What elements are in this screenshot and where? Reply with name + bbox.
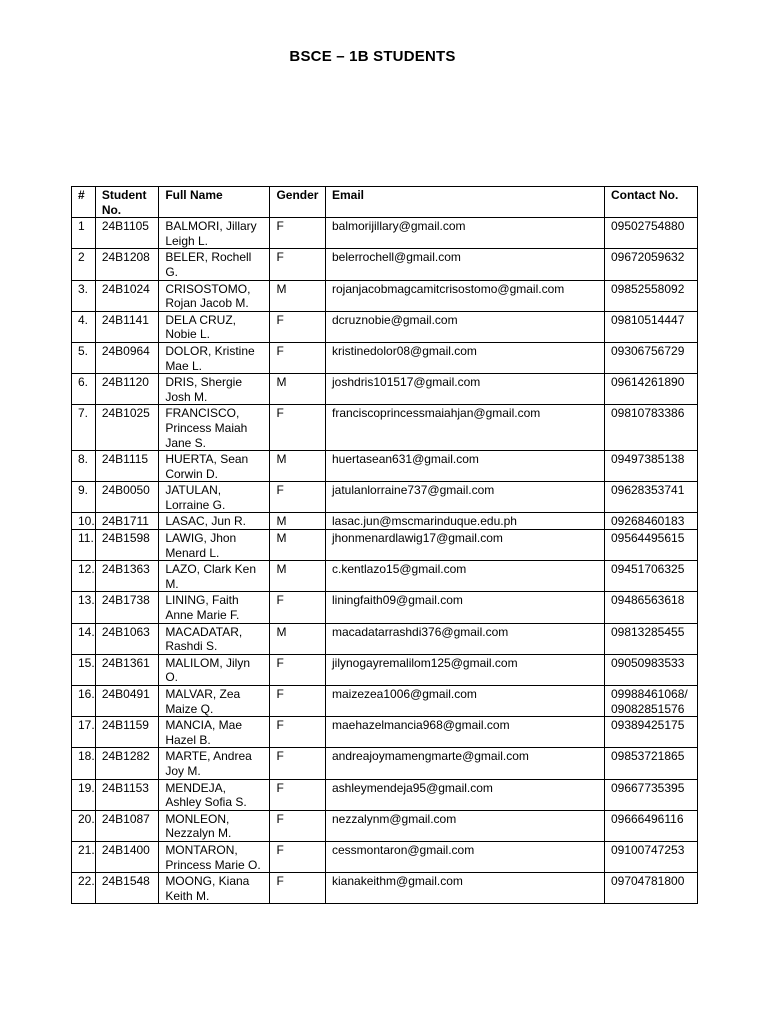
table-row: [72, 873, 698, 904]
table-row: [72, 482, 698, 513]
full-name-cell: BALMORI, Jillary Leigh L.: [159, 218, 270, 249]
table-row: [72, 513, 698, 530]
contact-no-cell: 09100747253: [604, 841, 697, 872]
email-cell: franciscoprincessmaiahjan@gmail.com: [326, 405, 605, 451]
full-name-cell: JATULAN, Lorraine G.: [159, 482, 270, 513]
student-no-cell: 24B1400: [95, 841, 159, 872]
row-number-cell: 9.: [72, 482, 96, 513]
table-row: [72, 451, 698, 482]
gender-cell: M: [270, 623, 326, 654]
contact-no-cell: 09672059632: [604, 249, 697, 280]
row-number-cell: 6.: [72, 374, 96, 405]
full-name-cell: MONLEON, Nezzalyn M.: [159, 810, 270, 841]
contact-no-cell: 09451706325: [604, 561, 697, 592]
header-full-name: Full Name: [159, 187, 270, 218]
email-cell: balmorijillary@gmail.com: [326, 218, 605, 249]
row-number-cell: 14.: [72, 623, 96, 654]
table-row: [72, 686, 698, 717]
gender-cell: M: [270, 374, 326, 405]
email-cell: liningfaith09@gmail.com: [326, 592, 605, 623]
contact-no-cell: 09813285455: [604, 623, 697, 654]
table-row: [72, 249, 698, 280]
table-row: [72, 748, 698, 779]
table-row: [72, 592, 698, 623]
student-no-cell: 24B1115: [95, 451, 159, 482]
student-no-cell: 24B1087: [95, 810, 159, 841]
page-title: BSCE – 1B STUDENTS: [289, 48, 456, 65]
header-number: #: [72, 187, 96, 218]
full-name-cell: CRISOSTOMO, Rojan Jacob M.: [159, 280, 270, 311]
table-row: [72, 623, 698, 654]
email-cell: c.kentlazo15@gmail.com: [326, 561, 605, 592]
student-no-cell: 24B1159: [95, 717, 159, 748]
contact-no-cell: 09852558092: [604, 280, 697, 311]
contact-no-cell: 09704781800: [604, 873, 697, 904]
contact-no-cell: 09268460183: [604, 513, 697, 530]
row-number-cell: 12.: [72, 561, 96, 592]
gender-cell: F: [270, 779, 326, 810]
header-contact-no: Contact No.: [604, 187, 697, 218]
full-name-cell: DRIS, Shergie Josh M.: [159, 374, 270, 405]
full-name-cell: MALILOM, Jilyn O.: [159, 654, 270, 685]
table-row: [72, 654, 698, 685]
student-no-cell: 24B1120: [95, 374, 159, 405]
email-cell: maehazelmancia968@gmail.com: [326, 717, 605, 748]
table-row: [72, 218, 698, 249]
student-no-cell: 24B1282: [95, 748, 159, 779]
student-no-cell: 24B1363: [95, 561, 159, 592]
row-number-cell: 15.: [72, 654, 96, 685]
full-name-cell: LASAC, Jun R.: [159, 513, 270, 530]
full-name-cell: LINING, Faith Anne Marie F.: [159, 592, 270, 623]
row-number-cell: 16.: [72, 686, 96, 717]
student-no-cell: 24B1548: [95, 873, 159, 904]
row-number-cell: 4.: [72, 311, 96, 342]
email-cell: kianakeithm@gmail.com: [326, 873, 605, 904]
contact-no-cell: 09050983533: [604, 654, 697, 685]
contact-no-cell: 09614261890: [604, 374, 697, 405]
gender-cell: F: [270, 592, 326, 623]
gender-cell: M: [270, 280, 326, 311]
gender-cell: F: [270, 686, 326, 717]
row-number-cell: 19.: [72, 779, 96, 810]
email-cell: dcruznobie@gmail.com: [326, 311, 605, 342]
student-table: [71, 186, 698, 904]
full-name-cell: BELER, Rochell G.: [159, 249, 270, 280]
full-name-cell: MENDEJA, Ashley Sofia S.: [159, 779, 270, 810]
gender-cell: F: [270, 342, 326, 373]
table-row: [72, 280, 698, 311]
student-no-cell: 24B1105: [95, 218, 159, 249]
gender-cell: F: [270, 841, 326, 872]
student-no-cell: 24B1024: [95, 280, 159, 311]
email-cell: joshdris101517@gmail.com: [326, 374, 605, 405]
table-row: [72, 810, 698, 841]
table-header-row: [72, 187, 698, 218]
gender-cell: F: [270, 311, 326, 342]
full-name-cell: LAWIG, Jhon Menard L.: [159, 530, 270, 561]
student-no-cell: 24B1153: [95, 779, 159, 810]
gender-cell: F: [270, 482, 326, 513]
gender-cell: M: [270, 451, 326, 482]
student-no-cell: 24B1063: [95, 623, 159, 654]
full-name-cell: MANCIA, Mae Hazel B.: [159, 717, 270, 748]
row-number-cell: 18.: [72, 748, 96, 779]
email-cell: huertasean631@gmail.com: [326, 451, 605, 482]
contact-no-cell: 09486563618: [604, 592, 697, 623]
header-gender: Gender: [270, 187, 326, 218]
contact-no-cell: 09666496116: [604, 810, 697, 841]
email-cell: jilynogayremalilom125@gmail.com: [326, 654, 605, 685]
table-row: [72, 311, 698, 342]
full-name-cell: MONTARON, Princess Marie O.: [159, 841, 270, 872]
student-no-cell: 24B0050: [95, 482, 159, 513]
contact-no-cell: 09667735395: [604, 779, 697, 810]
row-number-cell: 3.: [72, 280, 96, 311]
table-row: [72, 841, 698, 872]
table-row: [72, 561, 698, 592]
student-no-cell: 24B0491: [95, 686, 159, 717]
gender-cell: M: [270, 561, 326, 592]
email-cell: andreajoymamengmarte@gmail.com: [326, 748, 605, 779]
full-name-cell: MACADATAR, Rashdi S.: [159, 623, 270, 654]
email-cell: jhonmenardlawig17@gmail.com: [326, 530, 605, 561]
contact-no-cell: 09497385138: [604, 451, 697, 482]
full-name-cell: DOLOR, Kristine Mae L.: [159, 342, 270, 373]
row-number-cell: 2: [72, 249, 96, 280]
email-cell: rojanjacobmagcamitcrisostomo@gmail.com: [326, 280, 605, 311]
email-cell: jatulanlorraine737@gmail.com: [326, 482, 605, 513]
gender-cell: F: [270, 405, 326, 451]
email-cell: maizezea1006@gmail.com: [326, 686, 605, 717]
gender-cell: F: [270, 218, 326, 249]
contact-no-cell: 09502754880: [604, 218, 697, 249]
table-row: [72, 530, 698, 561]
gender-cell: F: [270, 249, 326, 280]
table-body: [72, 218, 698, 904]
row-number-cell: 13.: [72, 592, 96, 623]
full-name-cell: MARTE, Andrea Joy M.: [159, 748, 270, 779]
student-no-cell: 24B1141: [95, 311, 159, 342]
student-no-cell: 24B1361: [95, 654, 159, 685]
contact-no-cell: 09810783386: [604, 405, 697, 451]
row-number-cell: 1: [72, 218, 96, 249]
table-row: [72, 779, 698, 810]
student-no-cell: 24B1025: [95, 405, 159, 451]
row-number-cell: 20.: [72, 810, 96, 841]
gender-cell: F: [270, 654, 326, 685]
row-number-cell: 22.: [72, 873, 96, 904]
email-cell: belerrochell@gmail.com: [326, 249, 605, 280]
email-cell: cessmontaron@gmail.com: [326, 841, 605, 872]
gender-cell: M: [270, 513, 326, 530]
row-number-cell: 17.: [72, 717, 96, 748]
gender-cell: M: [270, 530, 326, 561]
student-no-cell: 24B1711: [95, 513, 159, 530]
row-number-cell: 21.: [72, 841, 96, 872]
full-name-cell: MOONG, Kiana Keith M.: [159, 873, 270, 904]
header-email: Email: [326, 187, 605, 218]
row-number-cell: 8.: [72, 451, 96, 482]
contact-no-cell: 09853721865: [604, 748, 697, 779]
row-number-cell: 11.: [72, 530, 96, 561]
table-row: [72, 717, 698, 748]
full-name-cell: MALVAR, Zea Maize Q.: [159, 686, 270, 717]
contact-no-cell: 09628353741: [604, 482, 697, 513]
row-number-cell: 5.: [72, 342, 96, 373]
student-no-cell: 24B1208: [95, 249, 159, 280]
email-cell: kristinedolor08@gmail.com: [326, 342, 605, 373]
contact-no-cell: 09306756729: [604, 342, 697, 373]
gender-cell: F: [270, 873, 326, 904]
student-no-cell: 24B1738: [95, 592, 159, 623]
table-row: [72, 342, 698, 373]
email-cell: macadatarrashdi376@gmail.com: [326, 623, 605, 654]
contact-no-cell: 09564495615: [604, 530, 697, 561]
gender-cell: F: [270, 717, 326, 748]
table-row: [72, 374, 698, 405]
full-name-cell: LAZO, Clark Ken M.: [159, 561, 270, 592]
email-cell: nezzalynm@gmail.com: [326, 810, 605, 841]
student-no-cell: 24B1598: [95, 530, 159, 561]
contact-no-cell: 09810514447: [604, 311, 697, 342]
email-cell: lasac.jun@mscmarinduque.edu.ph: [326, 513, 605, 530]
student-no-cell: 24B0964: [95, 342, 159, 373]
row-number-cell: 7.: [72, 405, 96, 451]
row-number-cell: 10.: [72, 513, 96, 530]
table-row: [72, 405, 698, 451]
gender-cell: F: [270, 748, 326, 779]
full-name-cell: FRANCISCO, Princess Maiah Jane S.: [159, 405, 270, 451]
contact-no-cell: 09988461068/ 09082851576: [604, 686, 697, 717]
full-name-cell: DELA CRUZ, Nobie L.: [159, 311, 270, 342]
header-student-no: Student No.: [95, 187, 159, 218]
contact-no-cell: 09389425175: [604, 717, 697, 748]
email-cell: ashleymendeja95@gmail.com: [326, 779, 605, 810]
full-name-cell: HUERTA, Sean Corwin D.: [159, 451, 270, 482]
gender-cell: F: [270, 810, 326, 841]
